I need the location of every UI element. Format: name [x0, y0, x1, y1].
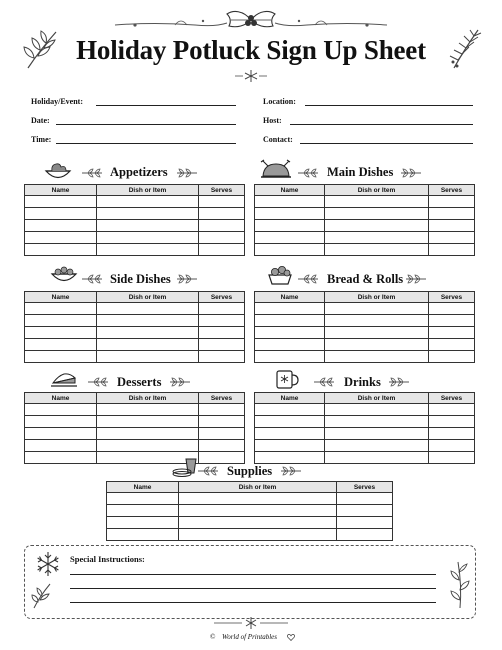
serves-column-header: Serves [199, 393, 245, 404]
table-cell[interactable] [97, 303, 199, 315]
table-row [255, 440, 475, 452]
footer-snowflake-divider-icon [214, 617, 288, 629]
table-cell[interactable] [429, 416, 475, 428]
name-column-header: Name [25, 393, 97, 404]
table-row [255, 327, 475, 339]
dish-column-header: Dish or Item [179, 482, 337, 493]
table-cell[interactable] [107, 505, 179, 517]
snowflake-icon [34, 550, 62, 578]
table-cell[interactable] [97, 339, 199, 351]
pie-slice-icon [50, 367, 78, 389]
table-row [255, 220, 475, 232]
sprig-left-ornament [198, 466, 218, 476]
table-cell[interactable] [97, 428, 199, 440]
contact-label: Contact: [263, 135, 293, 144]
table-cell[interactable] [25, 428, 97, 440]
holiday-event-field[interactable] [96, 105, 236, 106]
table-cell[interactable] [179, 493, 337, 505]
date-label: Date: [31, 116, 50, 125]
table-cell[interactable] [255, 339, 325, 351]
sprig-left-ornament [82, 274, 102, 284]
table-row [255, 351, 475, 363]
table-row [255, 232, 475, 244]
roast-turkey-icon [260, 158, 292, 182]
main-dishes-table [254, 184, 475, 256]
table-row [255, 428, 475, 440]
salad-bowl-icon [50, 264, 78, 286]
table-cell[interactable] [429, 351, 475, 363]
main-dishes-title: Main Dishes [327, 165, 394, 179]
table-row [25, 404, 245, 416]
table-cell[interactable] [255, 232, 325, 244]
supplies-title: Supplies [227, 464, 273, 478]
mug-icon [274, 367, 300, 391]
table-cell[interactable] [97, 196, 199, 208]
table-cell[interactable] [429, 232, 475, 244]
holiday-event-label: Holiday/Event: [31, 97, 84, 106]
table-cell[interactable] [325, 220, 429, 232]
sprig-left-ornament [314, 377, 334, 387]
instructions-line[interactable] [70, 602, 436, 603]
table-cell[interactable] [325, 232, 429, 244]
table-row [107, 505, 393, 517]
table-cell[interactable] [255, 327, 325, 339]
table-cell[interactable] [429, 303, 475, 315]
table-cell[interactable] [325, 416, 429, 428]
table-cell[interactable] [25, 351, 97, 363]
table-cell[interactable] [337, 505, 393, 517]
brand-logo-text: World of Printables [222, 633, 277, 641]
table-cell[interactable] [199, 404, 245, 416]
table-cell[interactable] [255, 452, 325, 464]
table-cell[interactable] [429, 244, 475, 256]
special-instructions-label: Special Instructions: [70, 554, 145, 564]
table-cell[interactable] [199, 452, 245, 464]
table-cell[interactable] [25, 416, 97, 428]
table-cell[interactable] [25, 327, 97, 339]
date-field[interactable] [56, 124, 236, 125]
name-column-header: Name [255, 185, 325, 196]
table-cell[interactable] [25, 244, 97, 256]
supplies-table [106, 481, 393, 541]
table-cell[interactable] [25, 452, 97, 464]
table-row [25, 208, 245, 220]
table-row [255, 339, 475, 351]
time-field[interactable] [56, 143, 236, 144]
sprig-right-ornament [281, 466, 301, 476]
host-label: Host: [263, 116, 282, 125]
table-row [107, 529, 393, 541]
drinks-table [254, 392, 475, 464]
table-cell[interactable] [255, 244, 325, 256]
table-cell[interactable] [199, 351, 245, 363]
table-cell[interactable] [25, 208, 97, 220]
table-cell[interactable] [255, 428, 325, 440]
table-cell[interactable] [255, 315, 325, 327]
sprig-right-ornament [170, 377, 190, 387]
table-cell[interactable] [107, 493, 179, 505]
table-row [25, 452, 245, 464]
table-cell[interactable] [429, 315, 475, 327]
table-row [25, 351, 245, 363]
table-row [25, 339, 245, 351]
sprig-right-ornament [177, 168, 197, 178]
table-cell[interactable] [255, 440, 325, 452]
table-row [255, 404, 475, 416]
table-cell[interactable] [199, 440, 245, 452]
table-cell[interactable] [429, 404, 475, 416]
holly-icon [221, 6, 281, 34]
table-cell[interactable] [199, 220, 245, 232]
table-cell[interactable] [255, 416, 325, 428]
table-row [25, 416, 245, 428]
table-cell[interactable] [25, 303, 97, 315]
contact-field[interactable] [300, 143, 473, 144]
name-column-header: Name [25, 185, 97, 196]
host-field[interactable] [290, 124, 473, 125]
serves-column-header: Serves [429, 393, 475, 404]
appetizers-title: Appetizers [110, 165, 168, 179]
dish-column-header: Dish or Item [97, 393, 199, 404]
table-row [25, 303, 245, 315]
table-cell[interactable] [429, 208, 475, 220]
page-title: Holiday Potluck Sign Up Sheet [76, 35, 426, 65]
bread-basket-icon [266, 264, 294, 286]
time-label: Time: [31, 135, 52, 144]
table-cell[interactable] [25, 196, 97, 208]
table-cell[interactable] [97, 404, 199, 416]
sprig-right-ornament [401, 168, 421, 178]
table-cell[interactable] [337, 529, 393, 541]
table-cell[interactable] [255, 351, 325, 363]
table-cell[interactable] [199, 196, 245, 208]
table-cell[interactable] [97, 440, 199, 452]
table-cell[interactable] [199, 303, 245, 315]
appetizers-table [24, 184, 245, 256]
table-cell[interactable] [429, 452, 475, 464]
table-cell[interactable] [179, 529, 337, 541]
table-cell[interactable] [199, 428, 245, 440]
table-cell[interactable] [255, 196, 325, 208]
table-cell[interactable] [429, 327, 475, 339]
sprig-right-ornament [406, 274, 426, 284]
side-dishes-title: Side Dishes [110, 272, 171, 286]
table-row [25, 315, 245, 327]
table-cell[interactable] [325, 315, 429, 327]
table-cell[interactable] [429, 196, 475, 208]
table-cell[interactable] [255, 220, 325, 232]
table-cell[interactable] [337, 493, 393, 505]
table-cell[interactable] [325, 303, 429, 315]
serves-column-header: Serves [429, 292, 475, 303]
cups-plates-icon [172, 456, 200, 478]
table-row [255, 196, 475, 208]
table-cell[interactable] [179, 517, 337, 529]
table-row [25, 232, 245, 244]
table-cell[interactable] [325, 428, 429, 440]
serves-column-header: Serves [337, 482, 393, 493]
table-cell[interactable] [97, 327, 199, 339]
table-cell[interactable] [25, 232, 97, 244]
instructions-line[interactable] [70, 574, 436, 575]
table-cell[interactable] [325, 327, 429, 339]
table-row [25, 244, 245, 256]
name-column-header: Name [255, 393, 325, 404]
dish-column-header: Dish or Item [325, 292, 429, 303]
sprig-right-ornament [389, 377, 409, 387]
table-row [255, 244, 475, 256]
table-cell[interactable] [107, 517, 179, 529]
heart-icon [287, 634, 295, 641]
left-leaf-sprig-icon [30, 582, 54, 610]
bread-rolls-title: Bread & Rolls [327, 272, 404, 286]
dish-column-header: Dish or Item [97, 292, 199, 303]
table-cell[interactable] [325, 196, 429, 208]
bread-rolls-table [254, 291, 475, 363]
table-row [255, 303, 475, 315]
copyright-symbol: © [210, 633, 216, 641]
table-cell[interactable] [97, 315, 199, 327]
table-cell[interactable] [325, 404, 429, 416]
serves-column-header: Serves [199, 292, 245, 303]
dish-column-header: Dish or Item [325, 185, 429, 196]
serves-column-header: Serves [199, 185, 245, 196]
table-row [25, 440, 245, 452]
desserts-table [24, 392, 245, 464]
table-cell[interactable] [199, 315, 245, 327]
table-row [107, 493, 393, 505]
sprig-left-ornament [82, 168, 102, 178]
table-cell[interactable] [97, 232, 199, 244]
table-cell[interactable] [25, 440, 97, 452]
table-cell[interactable] [429, 339, 475, 351]
dish-column-header: Dish or Item [97, 185, 199, 196]
dish-column-header: Dish or Item [325, 393, 429, 404]
table-cell[interactable] [429, 428, 475, 440]
sprig-left-ornament [298, 168, 318, 178]
table-cell[interactable] [325, 351, 429, 363]
sprig-left-ornament [298, 274, 318, 284]
name-column-header: Name [255, 292, 325, 303]
table-row [255, 416, 475, 428]
table-row [25, 220, 245, 232]
table-cell[interactable] [199, 208, 245, 220]
location-field[interactable] [305, 105, 473, 106]
table-cell[interactable] [255, 208, 325, 220]
table-cell[interactable] [25, 220, 97, 232]
table-cell[interactable] [325, 244, 429, 256]
instructions-line[interactable] [70, 588, 436, 589]
right-leaf-sprig-icon [448, 560, 472, 610]
table-cell[interactable] [199, 339, 245, 351]
table-cell[interactable] [337, 517, 393, 529]
snowflake-divider-icon [235, 68, 267, 84]
table-row [255, 315, 475, 327]
table-cell[interactable] [199, 416, 245, 428]
table-row [255, 452, 475, 464]
table-cell[interactable] [199, 327, 245, 339]
table-cell[interactable] [429, 220, 475, 232]
table-cell[interactable] [107, 529, 179, 541]
table-cell[interactable] [179, 505, 337, 517]
table-cell[interactable] [199, 232, 245, 244]
location-label: Location: [263, 97, 296, 106]
table-cell[interactable] [25, 315, 97, 327]
table-cell[interactable] [429, 440, 475, 452]
table-cell[interactable] [199, 244, 245, 256]
table-cell[interactable] [97, 244, 199, 256]
table-cell[interactable] [25, 339, 97, 351]
table-row [25, 428, 245, 440]
table-row [25, 196, 245, 208]
table-cell[interactable] [97, 351, 199, 363]
table-cell[interactable] [325, 440, 429, 452]
table-cell[interactable] [25, 404, 97, 416]
table-cell[interactable] [97, 220, 199, 232]
name-column-header: Name [25, 292, 97, 303]
table-cell[interactable] [325, 208, 429, 220]
table-cell[interactable] [325, 339, 429, 351]
table-cell[interactable] [97, 416, 199, 428]
table-cell[interactable] [255, 404, 325, 416]
desserts-title: Desserts [117, 375, 162, 389]
table-cell[interactable] [255, 303, 325, 315]
table-cell[interactable] [97, 208, 199, 220]
appetizer-bowl-icon [44, 160, 72, 182]
sprig-left-ornament [88, 377, 108, 387]
table-row [107, 517, 393, 529]
serves-column-header: Serves [429, 185, 475, 196]
side-dishes-table [24, 291, 245, 363]
table-row [25, 327, 245, 339]
drinks-title: Drinks [344, 375, 381, 389]
table-cell[interactable] [325, 452, 429, 464]
table-row [255, 208, 475, 220]
sprig-right-ornament [177, 274, 197, 284]
name-column-header: Name [107, 482, 179, 493]
